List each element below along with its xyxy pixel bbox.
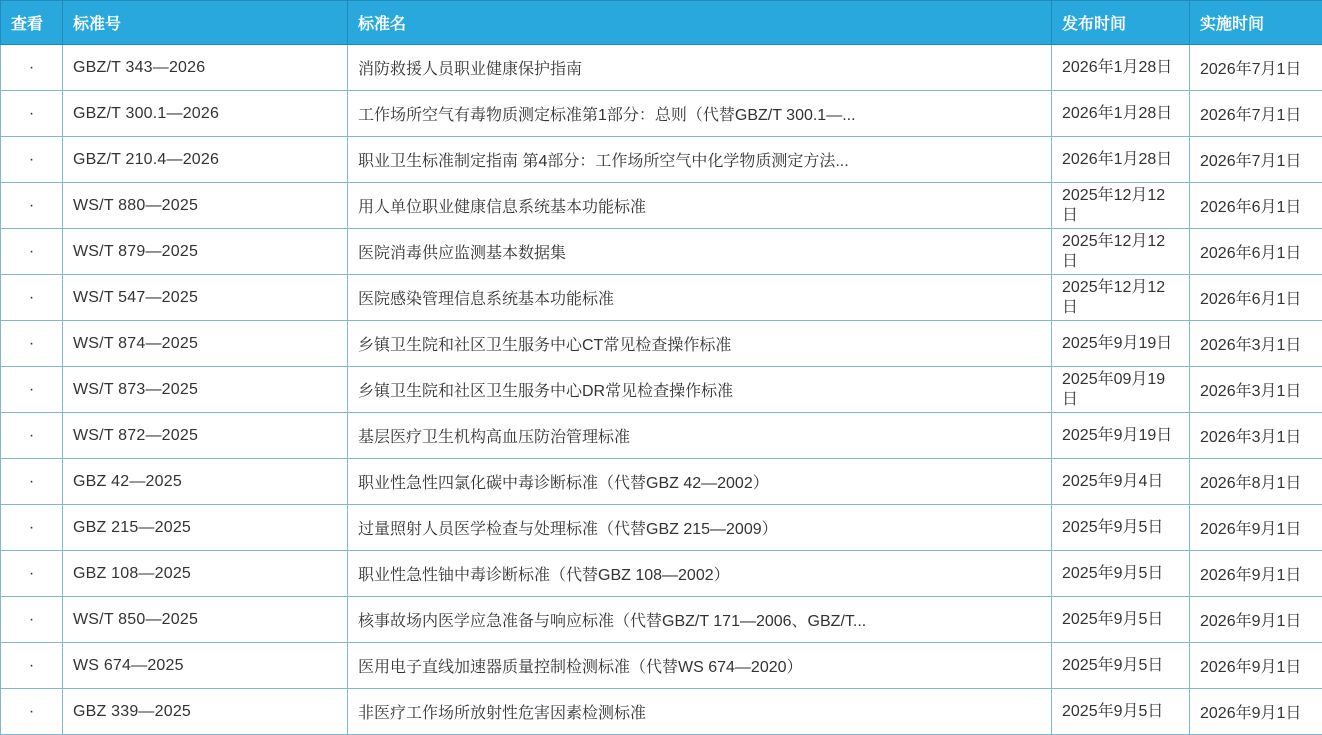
table-row[interactable] <box>1 597 1322 643</box>
implemented-date: 2026年9月1日 <box>1190 551 1322 597</box>
published-date: 2025年9月5日 <box>1052 505 1190 551</box>
implemented-date: 2026年3月1日 <box>1190 321 1322 367</box>
standard-number: GBZ/T 210.4—2026 <box>63 137 348 183</box>
published-date: 2026年1月28日 <box>1052 137 1190 183</box>
published-date: 2025年12月12日 <box>1052 229 1190 275</box>
standard-number: WS/T 880—2025 <box>63 183 348 229</box>
view-link[interactable]: · <box>1 459 63 505</box>
standard-number: GBZ/T 300.1—2026 <box>63 91 348 137</box>
table-row[interactable] <box>1 45 1322 91</box>
table-row[interactable] <box>1 183 1322 229</box>
published-date: 2025年9月4日 <box>1052 459 1190 505</box>
view-link[interactable]: · <box>1 137 63 183</box>
view-link[interactable]: · <box>1 229 63 275</box>
view-link[interactable]: · <box>1 91 63 137</box>
view-link[interactable]: · <box>1 551 63 597</box>
standard-name[interactable]: 工作场所空气有毒物质测定标准第1部分：总则（代替GBZ/T 300.1—... <box>348 91 1052 137</box>
standard-number: GBZ 42—2025 <box>63 459 348 505</box>
published-date: 2025年9月5日 <box>1052 551 1190 597</box>
implemented-date: 2026年9月1日 <box>1190 597 1322 643</box>
published-date: 2026年1月28日 <box>1052 45 1190 91</box>
published-date: 2025年9月5日 <box>1052 597 1190 643</box>
view-link[interactable]: · <box>1 505 63 551</box>
standard-name[interactable]: 过量照射人员医学检查与处理标准（代替GBZ 215—2009） <box>348 505 1052 551</box>
implemented-date: 2026年8月1日 <box>1190 459 1322 505</box>
standard-name[interactable]: 职业性急性铀中毒诊断标准（代替GBZ 108—2002） <box>348 551 1052 597</box>
implemented-date: 2026年6月1日 <box>1190 183 1322 229</box>
published-date: 2025年12月12日 <box>1052 275 1190 321</box>
standard-number: GBZ 339—2025 <box>63 689 348 735</box>
view-link[interactable]: · <box>1 413 63 459</box>
standard-number: GBZ/T 343—2026 <box>63 45 348 91</box>
table-row[interactable] <box>1 275 1322 321</box>
column-header-published[interactable]: 发布时间 <box>1052 1 1190 45</box>
published-date: 2025年9月5日 <box>1052 643 1190 689</box>
standard-name[interactable]: 职业卫生标准制定指南 第4部分：工作场所空气中化学物质测定方法... <box>348 137 1052 183</box>
published-date: 2026年1月28日 <box>1052 91 1190 137</box>
published-date: 2025年12月12日 <box>1052 183 1190 229</box>
view-link[interactable]: · <box>1 689 63 735</box>
table-row[interactable] <box>1 229 1322 275</box>
column-header-number[interactable]: 标准号 <box>63 1 348 45</box>
standard-number: WS/T 873—2025 <box>63 367 348 413</box>
implemented-date: 2026年6月1日 <box>1190 229 1322 275</box>
view-link[interactable]: · <box>1 45 63 91</box>
standard-name[interactable]: 乡镇卫生院和社区卫生服务中心DR常见检查操作标准 <box>348 367 1052 413</box>
standard-name[interactable]: 职业性急性四氯化碳中毒诊断标准（代替GBZ 42—2002） <box>348 459 1052 505</box>
implemented-date: 2026年9月1日 <box>1190 643 1322 689</box>
published-date: 2025年9月19日 <box>1052 413 1190 459</box>
standard-name[interactable]: 医院感染管理信息系统基本功能标准 <box>348 275 1052 321</box>
standard-number: WS/T 547—2025 <box>63 275 348 321</box>
standard-name[interactable]: 消防救援人员职业健康保护指南 <box>348 45 1052 91</box>
standard-number: WS 674—2025 <box>63 643 348 689</box>
standard-name[interactable]: 核事故场内医学应急准备与响应标准（代替GBZ/T 171—2006、GBZ/T... <box>348 597 1052 643</box>
standard-number: WS/T 879—2025 <box>63 229 348 275</box>
table-row[interactable] <box>1 689 1322 735</box>
view-link[interactable]: · <box>1 183 63 229</box>
standard-number: WS/T 872—2025 <box>63 413 348 459</box>
view-link[interactable]: · <box>1 367 63 413</box>
table-row[interactable] <box>1 367 1322 413</box>
table-header <box>1 1 1322 45</box>
column-header-implemented[interactable]: 实施时间 <box>1190 1 1322 45</box>
table-row[interactable] <box>1 137 1322 183</box>
standard-name[interactable]: 乡镇卫生院和社区卫生服务中心CT常见检查操作标准 <box>348 321 1052 367</box>
standard-number: WS/T 850—2025 <box>63 597 348 643</box>
implemented-date: 2026年6月1日 <box>1190 275 1322 321</box>
column-header-view[interactable]: 查看 <box>1 1 63 45</box>
view-link[interactable]: · <box>1 321 63 367</box>
standard-number: GBZ 108—2025 <box>63 551 348 597</box>
standard-number: WS/T 874—2025 <box>63 321 348 367</box>
standard-name[interactable]: 医院消毒供应监测基本数据集 <box>348 229 1052 275</box>
view-link[interactable]: · <box>1 597 63 643</box>
published-date: 2025年9月5日 <box>1052 689 1190 735</box>
implemented-date: 2026年9月1日 <box>1190 505 1322 551</box>
table-row[interactable] <box>1 413 1322 459</box>
implemented-date: 2026年3月1日 <box>1190 413 1322 459</box>
published-date: 2025年09月19日 <box>1052 367 1190 413</box>
view-link[interactable]: · <box>1 275 63 321</box>
implemented-date: 2026年3月1日 <box>1190 367 1322 413</box>
view-link[interactable]: · <box>1 643 63 689</box>
standard-number: GBZ 215—2025 <box>63 505 348 551</box>
standard-name[interactable]: 基层医疗卫生机构高血压防治管理标准 <box>348 413 1052 459</box>
table-body <box>1 45 1322 735</box>
column-header-name[interactable]: 标准名 <box>348 1 1052 45</box>
implemented-date: 2026年7月1日 <box>1190 91 1322 137</box>
table-row[interactable] <box>1 505 1322 551</box>
implemented-date: 2026年7月1日 <box>1190 137 1322 183</box>
implemented-date: 2026年9月1日 <box>1190 689 1322 735</box>
implemented-date: 2026年7月1日 <box>1190 45 1322 91</box>
published-date: 2025年9月19日 <box>1052 321 1190 367</box>
standard-name[interactable]: 非医疗工作场所放射性危害因素检测标准 <box>348 689 1052 735</box>
table-row[interactable] <box>1 91 1322 137</box>
table-row[interactable] <box>1 321 1322 367</box>
table-row[interactable] <box>1 643 1322 689</box>
table-header-row <box>1 1 1322 45</box>
standard-name[interactable]: 用人单位职业健康信息系统基本功能标准 <box>348 183 1052 229</box>
table-row[interactable] <box>1 459 1322 505</box>
table-row[interactable] <box>1 551 1322 597</box>
standard-name[interactable]: 医用电子直线加速器质量控制检测标准（代替WS 674—2020） <box>348 643 1052 689</box>
